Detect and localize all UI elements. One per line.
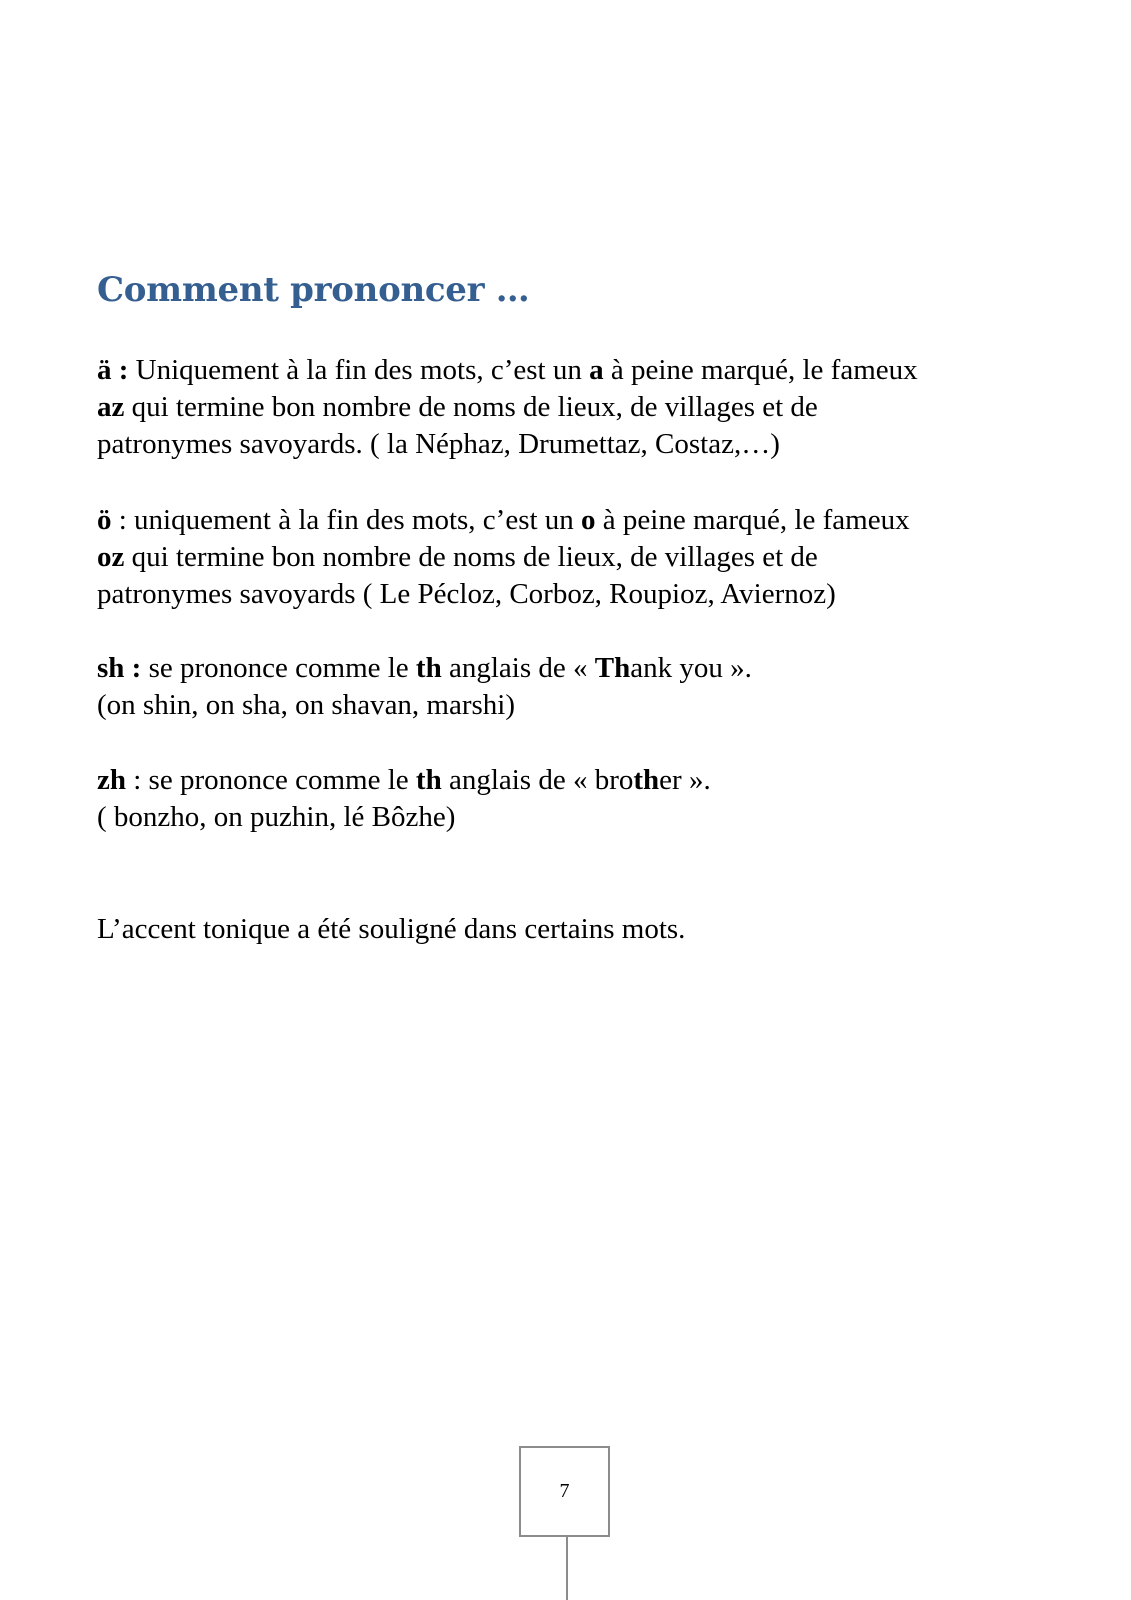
rule-text: à peine marqué, le fameux <box>603 354 918 386</box>
rule-line <box>97 687 752 724</box>
rule-text: Uniquement à la fin des mots, c’est un <box>128 354 590 386</box>
rule-text: qui termine bon nombre de noms de lieux, de villages et de <box>124 541 818 573</box>
emphasis: th <box>415 764 442 796</box>
rule-line <box>97 502 910 539</box>
emphasis: a <box>589 354 604 386</box>
rule-examples: ( bonzho, on puzhin, lé Bôzhe) <box>97 801 456 833</box>
rule-line <box>97 426 918 463</box>
rule-examples: (on shin, on sha, on shavan, marshi) <box>97 689 516 721</box>
emphasis: oz <box>97 541 125 573</box>
rule-zh <box>97 762 711 836</box>
rule-letter: ö <box>97 504 112 536</box>
page-number-box <box>519 1446 610 1537</box>
emphasis: az <box>97 391 125 423</box>
rule-line <box>97 576 910 613</box>
rule-line <box>97 762 711 799</box>
rule-a-umlaut <box>97 352 918 463</box>
page-number: 7 <box>559 1480 570 1502</box>
rule-text: ank you ». <box>630 652 752 684</box>
rule-examples: patronymes savoyards ( Le Pécloz, Corboz, Roupioz, Aviernoz) <box>97 578 836 610</box>
rule-letter: sh : <box>97 652 142 684</box>
rule-text: anglais de « <box>441 652 595 684</box>
tonic-accent-note: L’accent tonique a été souligné dans certains mots. <box>97 913 686 945</box>
rule-line <box>97 539 910 576</box>
rule-o-umlaut <box>97 502 910 613</box>
rule-text: qui termine bon nombre de noms de lieux, de villages et de <box>124 391 818 423</box>
rule-line <box>97 650 752 687</box>
rule-text: er ». <box>659 764 711 796</box>
rule-text: anglais de « bro <box>441 764 634 796</box>
emphasis: o <box>581 504 596 536</box>
emphasis: Th <box>594 652 631 684</box>
rule-text: : uniquement à la fin des mots, c’est un <box>111 504 582 536</box>
page-title: Comment prononcer … <box>97 270 530 310</box>
rule-line <box>97 799 711 836</box>
emphasis: th <box>633 764 660 796</box>
rule-text: se prononce comme le <box>141 652 416 684</box>
rule-letter: ä : <box>97 354 129 386</box>
rule-examples: patronymes savoyards. ( la Néphaz, Drumettaz, Costaz,…) <box>97 428 780 460</box>
rule-sh <box>97 650 752 724</box>
rule-line <box>97 352 918 389</box>
page-number-stem <box>566 1537 568 1600</box>
rule-text: à peine marqué, le fameux <box>595 504 910 536</box>
rule-letter: zh <box>97 764 126 796</box>
rule-line <box>97 389 918 426</box>
emphasis: th <box>415 652 442 684</box>
rule-text: : se prononce comme le <box>126 764 416 796</box>
